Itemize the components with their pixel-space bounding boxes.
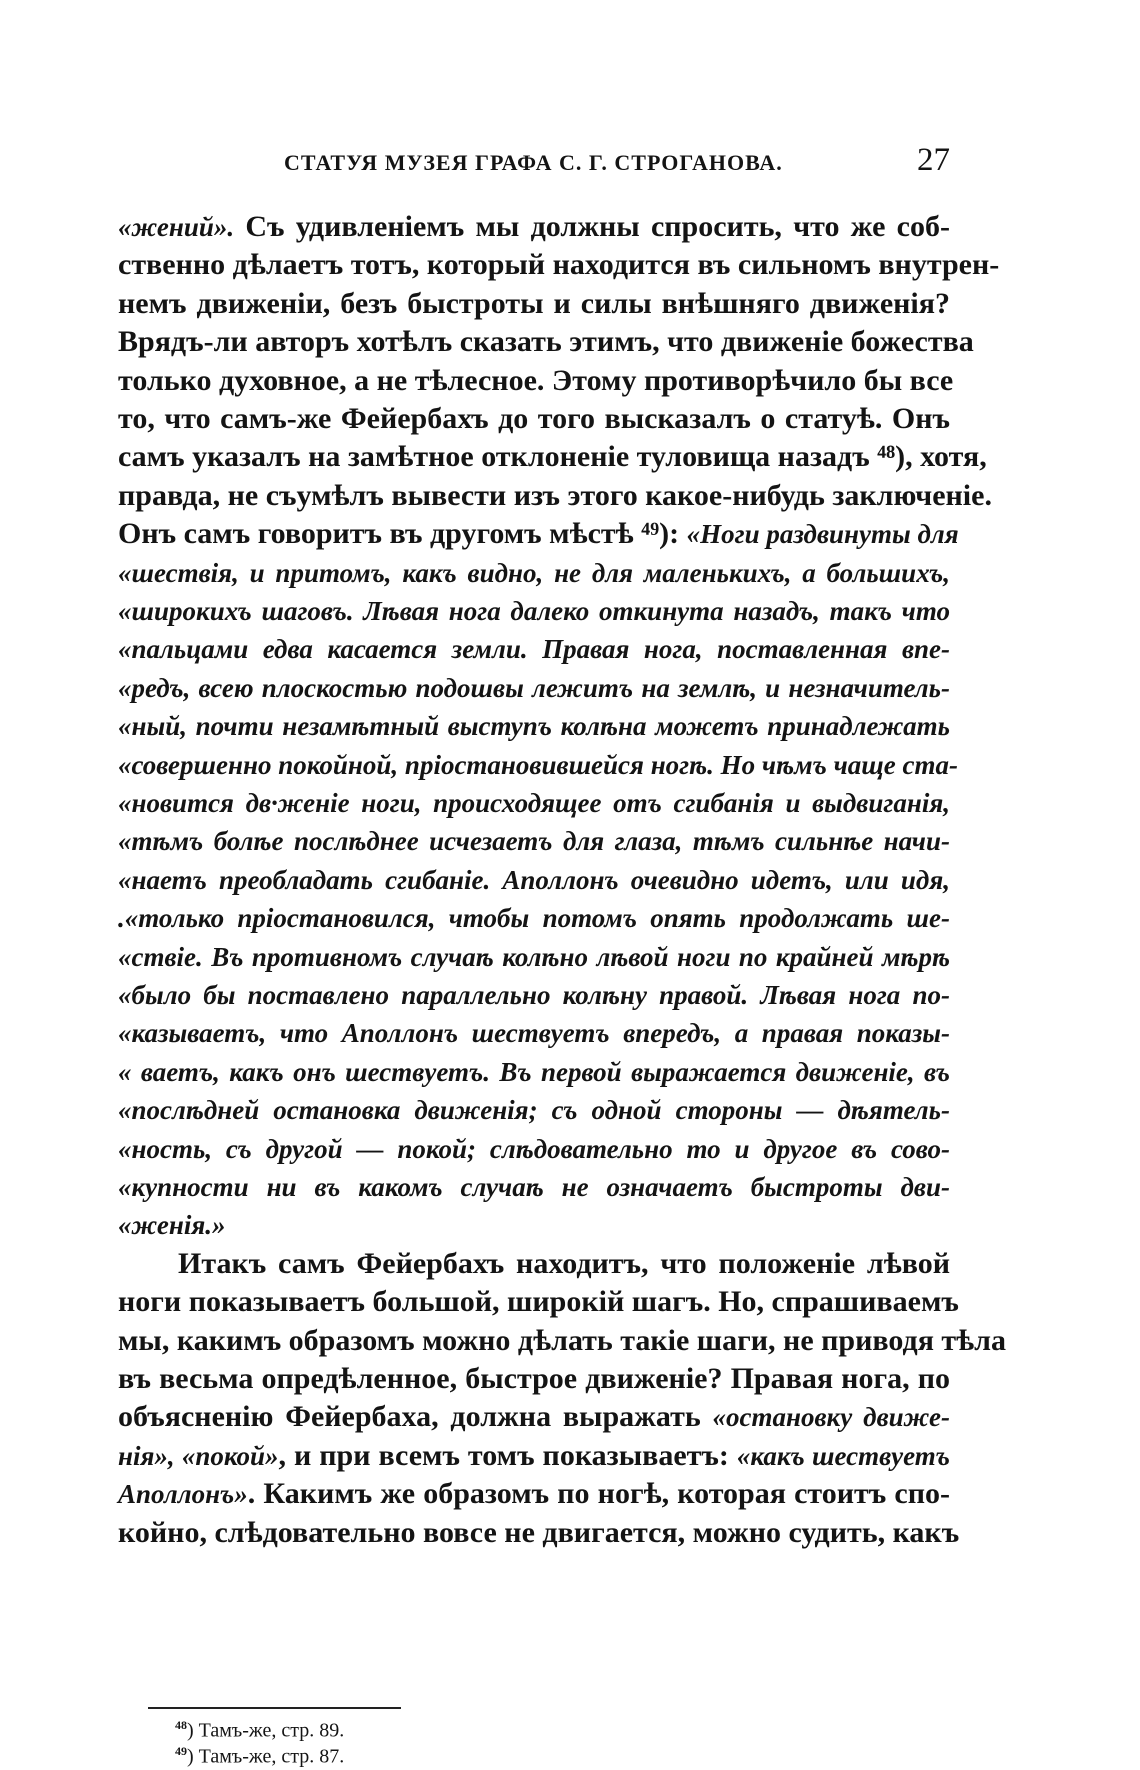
- text-line: [118, 592, 950, 630]
- text-line: [118, 1514, 960, 1552]
- text-line-content: ноги показываетъ большой, широкій шагъ. Но, спрашиваемъ: [118, 1285, 959, 1319]
- text-line-content: объясненію Фейербаха, должна выражать: [118, 1400, 713, 1434]
- text-line: [118, 1283, 959, 1321]
- text-line-content: «купности ни въ какомъ случаѣ не означаетъ быстроты дви-: [118, 1172, 950, 1202]
- text-line-suffix: «Ноги раздвинуты для: [686, 519, 959, 550]
- text-line-content: «было бы поставлено параллельно колѣну правой. Лѣвая нога по-: [118, 980, 950, 1010]
- text-line: [118, 1398, 950, 1436]
- text-line: [118, 1091, 950, 1129]
- text-line-content: мы, какимъ образомъ можно дѣлать такіе шаги, не приводя тѣла: [118, 1323, 1007, 1357]
- text-line: [118, 477, 992, 515]
- text-line-content: ственно дѣлаетъ тотъ, который находится въ сильномъ внутрен-: [118, 248, 1000, 282]
- text-line-content: «пальцами едва касается земли. Правая нога, поставленная впе-: [118, 634, 950, 665]
- text-line: [118, 784, 950, 822]
- text-line-content: , и при всемъ томъ показываетъ:: [278, 1438, 737, 1472]
- text-line-content: «ность, съ другой — покой; слѣдовательно то и другое въ сово-: [118, 1133, 950, 1164]
- text-line: [118, 1437, 950, 1475]
- text-line-suffix: «остановку движе-: [712, 1402, 950, 1433]
- text-line-content: Врядъ-ли авторъ хотѣлъ сказать этимъ, что движеніе божества: [118, 325, 974, 359]
- footnote-text: ) Тамъ-же, стр. 87.: [187, 1745, 345, 1768]
- text-line-content: .«только пріостановился, чтобы потомъ опять продолжать ше-: [118, 903, 950, 934]
- text-line-content: Онъ самъ говоритъ въ другомъ мѣстѣ ⁴⁹):: [118, 517, 687, 551]
- text-line-content: «казываетъ, что Аполлонъ шествуетъ впередъ, а правая показы-: [118, 1018, 950, 1049]
- text-line-content: «наетъ преобладать сгибаніе. Аполлонъ очевидно идетъ, или идя,: [118, 864, 950, 895]
- text-line: [118, 746, 958, 784]
- text-line: [178, 1245, 950, 1283]
- text-line: [118, 515, 959, 553]
- text-line: [118, 1168, 950, 1206]
- text-line-content: немъ движеніи, безъ быстроты и силы внѣшняго движенія?: [118, 286, 950, 320]
- text-line-content: «ствіе. Въ противномъ случаѣ колѣно лѣвой ноги по крайней мѣрѣ: [118, 941, 950, 972]
- footnote-mark: 49: [175, 1744, 187, 1758]
- text-line-content: «ный, почти незамѣтный выступъ колѣна можетъ принадлежать: [118, 711, 950, 742]
- text-line-content: «женія.»: [118, 1210, 226, 1241]
- text-line: [118, 1053, 950, 1091]
- text-line: [118, 899, 950, 937]
- text-line: [118, 1206, 950, 1244]
- text-line: [118, 323, 974, 361]
- text-line: [118, 362, 954, 400]
- text-line-prefix: «жений».: [118, 212, 235, 242]
- text-line-content: «совершенно покойной, пріостановившейся ногѣ. Но чѣмъ чаще ста-: [118, 749, 958, 780]
- text-line-content: «широкихъ шаговъ. Лѣвая нога далеко откинута назадъ, такъ что: [118, 596, 950, 626]
- running-title: СТАТУЯ МУЗЕЯ ГРАФА С. Г. СТРОГАНОВА.: [284, 150, 783, 175]
- text-line: [118, 861, 950, 899]
- text-line: [118, 1475, 950, 1513]
- text-line: [118, 822, 950, 860]
- text-line-content: «редъ, всею плоскостью подошвы лежитъ на землѣ, и незначитель-: [118, 672, 950, 703]
- footnote-mark: 48: [175, 1718, 187, 1732]
- text-line: [118, 1130, 950, 1168]
- text-line-suffix: «какъ шествуетъ: [736, 1440, 950, 1471]
- text-line: [118, 1322, 1007, 1360]
- text-line-content: « ваетъ, какъ онъ шествуетъ. Въ первой выражается движеніе, въ: [118, 1056, 950, 1087]
- text-line: [118, 1014, 950, 1052]
- text-line: [118, 630, 950, 668]
- text-line-content: койно, слѣдовательно вовсе не двигается, можно судить, какъ: [118, 1515, 960, 1549]
- text-line-content: самъ указалъ на замѣтное отклоненіе туловища назадъ ⁴⁸), хотя,: [118, 440, 987, 474]
- footnote-rule: [148, 1707, 401, 1709]
- text-line: [118, 938, 950, 976]
- text-line-content: «шествія, и притомъ, какъ видно, не для маленькихъ, а большихъ,: [118, 557, 950, 588]
- text-line-content: правда, не съумѣлъ вывести изъ этого какое-нибудь заключеніе.: [118, 478, 992, 512]
- text-line: [118, 707, 950, 745]
- text-line-content: въ весьма опредѣленное, быстрое движеніе? Правая нога, по: [118, 1362, 950, 1395]
- text-line-prefix: Аполлонъ»: [118, 1479, 248, 1510]
- text-line-content: «новится дв·женіе ноги, происходящее отъ сгибанія и выдвиганія,: [118, 788, 950, 818]
- footnote-text: ) Тамъ-же, стр. 89.: [187, 1719, 345, 1742]
- text-line: [118, 554, 950, 592]
- text-line: [118, 438, 987, 476]
- text-line-prefix: нія», «покой»: [118, 1440, 279, 1471]
- text-line-content: то, что самъ-же Фейербахъ до того высказалъ о статуѣ. Онъ: [118, 402, 950, 435]
- text-line: [118, 285, 950, 323]
- text-line: [118, 208, 950, 246]
- text-line-content: Итакъ самъ Фейербахъ находитъ, что положеніе лѣвой: [178, 1246, 950, 1280]
- running-head: [118, 142, 950, 182]
- footnote: [175, 1738, 344, 1770]
- text-line: [118, 400, 950, 438]
- text-line: [118, 669, 950, 707]
- text-line: [118, 1360, 950, 1398]
- text-line-content: «тѣмъ болѣе послѣднее исчезаетъ для глаза, тѣмъ сильнѣе начи-: [118, 826, 950, 857]
- text-line: [118, 976, 950, 1014]
- text-line-content: . Какимъ же образомъ по ногѣ, которая стоитъ спо-: [247, 1477, 950, 1511]
- page-number: 27: [917, 142, 950, 178]
- text-line-content: Съ удивленіемъ мы должны спросить, что же соб-: [234, 210, 950, 243]
- text-line: [118, 246, 1000, 284]
- text-line-content: «послѣдней остановка движенія; съ одной стороны — дѣятель-: [118, 1095, 950, 1126]
- text-line-content: только духовное, а не тѣлесное. Этому противорѣчило бы все: [118, 363, 954, 397]
